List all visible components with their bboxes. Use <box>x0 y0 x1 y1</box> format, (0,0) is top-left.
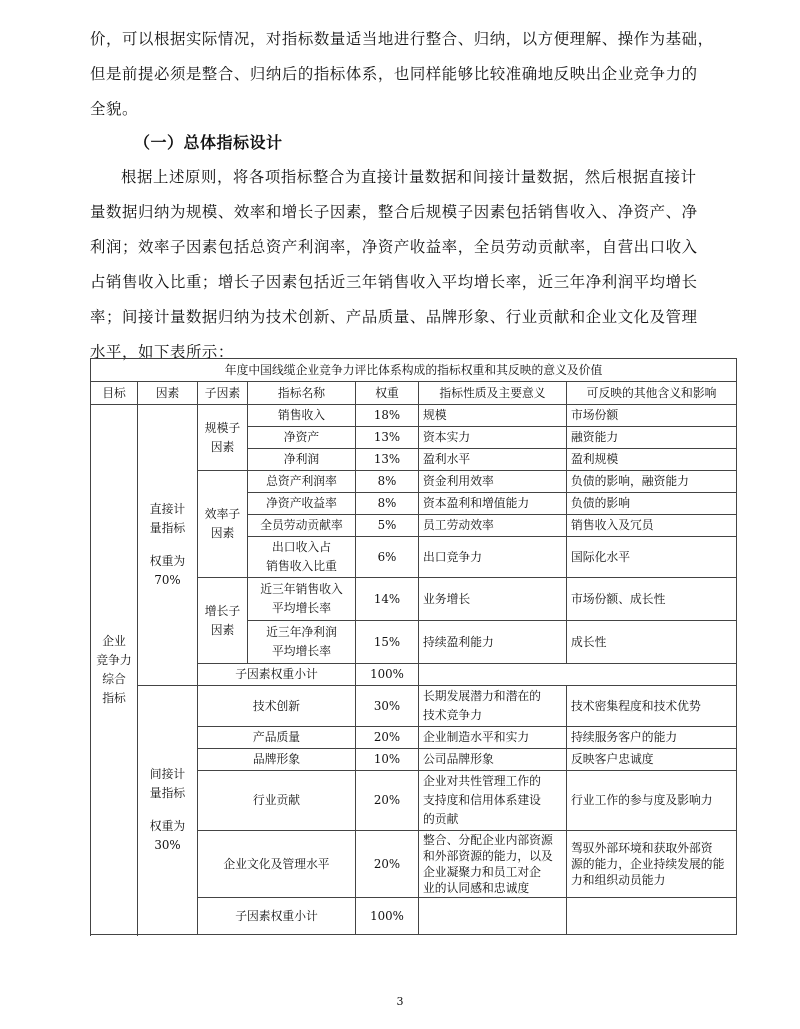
factor-line: 量指标 <box>149 521 186 535</box>
header-cell: 指标性质及主要意义 <box>419 382 567 405</box>
indicator-meaning <box>419 686 567 727</box>
indicator-weight: 20% <box>356 771 419 831</box>
meaning-line: 业的认同感和忠诚度 <box>423 881 530 895</box>
meaning-line: 长期发展潜力和潜在的 <box>423 689 541 703</box>
indicator-name: 净资产收益率 <box>248 493 356 515</box>
text-line: 占销售收入比重；增长子因素包括近三年销售收入平均增长率，近三年净利润平均增长 <box>90 273 698 291</box>
indicator-meaning: 资本实力 <box>419 427 567 449</box>
target-cell <box>91 405 138 935</box>
factor-line: 间接计 <box>149 767 186 781</box>
indicator-name: 技术创新 <box>198 686 356 727</box>
table-row <box>91 405 737 427</box>
factor-line: 30% <box>154 838 181 852</box>
indicator-name <box>248 578 356 621</box>
indicator-meaning: 业务增长 <box>419 578 567 621</box>
target-line: 综合 <box>102 671 126 686</box>
factor-line: 70% <box>154 573 181 587</box>
indicator-name: 总资产利润率 <box>248 471 356 493</box>
indicator-meaning: 企业制造水平和实力 <box>419 727 567 749</box>
target-line: 指标 <box>102 690 126 705</box>
meaning-line: 支持度和信用体系建设 <box>423 793 541 807</box>
subfactor-efficiency-cell <box>198 471 248 578</box>
indicator-other <box>567 831 737 898</box>
header-cell: 指标名称 <box>248 382 356 405</box>
table-caption: 年度中国线缆企业竞争力评比体系构成的指标权重和其反映的意义及价值 <box>91 359 737 382</box>
indicator-other: 盈利规模 <box>567 449 737 471</box>
indicator-name: 全员劳动贡献率 <box>248 515 356 537</box>
name-line: 平均增长率 <box>272 644 331 658</box>
indicator-meaning: 规模 <box>419 405 567 427</box>
text-line: 水平，如下表所示： <box>90 343 234 361</box>
subfactor-growth-cell <box>198 578 248 664</box>
header-cell: 因素 <box>138 382 198 405</box>
indicator-weight: 10% <box>356 749 419 771</box>
indicator-name <box>248 621 356 664</box>
indicator-meaning: 持续盈利能力 <box>419 621 567 664</box>
indicator-weight: 5% <box>356 515 419 537</box>
subtotal-label: 子因素权重小计 <box>198 664 356 686</box>
indicator-weight: 15% <box>356 621 419 664</box>
direct-factor-cell <box>138 405 198 686</box>
indicator-weight: 20% <box>356 831 419 898</box>
meaning-line: 整合、分配企业内部资源 <box>423 833 553 847</box>
factor-line: 权重为 <box>149 554 186 568</box>
subtotal-value: 100% <box>356 898 419 935</box>
indicator-weight: 13% <box>356 449 419 471</box>
indicator-name: 行业贡献 <box>198 771 356 831</box>
subfactor-line: 增长子 <box>204 603 241 618</box>
empty-cell <box>419 898 567 935</box>
indicator-meaning <box>419 831 567 898</box>
factor-line: 量指标 <box>149 786 186 800</box>
subfactor-line: 效率子 <box>204 507 241 521</box>
subfactor-line: 因素 <box>210 622 235 637</box>
text-line: 根据上述原则，将各项指标整合为直接计量数据和间接计量数据，然后根据直接计 <box>121 168 697 186</box>
other-line: 源的能力，企业持续发展的能 <box>571 857 725 871</box>
text-line: 价，可以根据实际情况，对指标数量适当地进行整合、归纳，以方便理解、操作为基础， <box>90 30 714 48</box>
indicator-meaning: 盈利水平 <box>419 449 567 471</box>
text-line: 全貌。 <box>90 100 138 118</box>
target-line: 企业 <box>102 633 126 648</box>
indicator-other: 国际化水平 <box>567 537 737 578</box>
indicator-other: 负债的影响，融资能力 <box>567 471 737 493</box>
subtotal-label: 子因素权重小计 <box>198 898 356 935</box>
empty-cell <box>419 664 737 686</box>
factor-line: 权重为 <box>149 819 186 833</box>
intro-paragraph <box>90 22 714 127</box>
target-line: 竞争力 <box>96 652 132 667</box>
indicator-meaning: 员工劳动效率 <box>419 515 567 537</box>
indicator-name: 产品质量 <box>198 727 356 749</box>
text-line: 率；间接计量数据归纳为技术创新、产品质量、品牌形象、行业贡献和企业文化及管理 <box>90 308 698 326</box>
subfactor-scale-cell <box>198 405 248 471</box>
table-row <box>91 686 737 727</box>
other-line: 力和组织动员能力 <box>571 873 666 887</box>
header-cell: 可反映的其他含义和影响 <box>567 382 737 405</box>
indicator-meaning: 公司品牌形象 <box>419 749 567 771</box>
indicator-weight: 20% <box>356 727 419 749</box>
header-cell: 目标 <box>91 382 138 405</box>
indicator-other: 负债的影响 <box>567 493 737 515</box>
indicator-name <box>248 537 356 578</box>
indicator-other: 行业工作的参与度及影响力 <box>567 771 737 831</box>
indicator-name: 净资产 <box>248 427 356 449</box>
text-line: 量数据归纳为规模、效率和增长子因素，整合后规模子因素包括销售收入、净资产、净 <box>90 203 698 221</box>
indicator-meaning: 出口竞争力 <box>419 537 567 578</box>
subfactor-line: 因素 <box>210 526 235 540</box>
indicator-weight: 18% <box>356 405 419 427</box>
subfactor-line: 因素 <box>210 439 235 454</box>
meaning-line: 和外部资源的能力，以及 <box>423 849 553 863</box>
indicator-name: 净利润 <box>248 449 356 471</box>
indicator-other: 市场份额 <box>567 405 737 427</box>
other-line: 驾驭外部环境和获取外部资 <box>571 841 713 855</box>
subtotal-value: 100% <box>356 664 419 686</box>
indirect-factor-cell <box>138 686 198 935</box>
indicator-weight: 13% <box>356 427 419 449</box>
indicator-meaning: 资金利用效率 <box>419 471 567 493</box>
name-line: 出口收入占 <box>272 540 331 554</box>
page-number: 3 <box>396 995 404 1008</box>
indicator-weight: 30% <box>356 686 419 727</box>
indicator-other: 融资能力 <box>567 427 737 449</box>
section-heading: （一）总体指标设计 <box>134 133 283 152</box>
meaning-line: 企业凝聚力和员工对企 <box>423 865 541 879</box>
indicator-other: 持续服务客户的能力 <box>567 727 737 749</box>
indicator-weight: 8% <box>356 493 419 515</box>
indicator-other: 技术密集程度和技术优势 <box>567 686 737 727</box>
header-cell: 权重 <box>356 382 419 405</box>
indicator-other: 反映客户忠诚度 <box>567 749 737 771</box>
indicator-name: 销售收入 <box>248 405 356 427</box>
table-header-row <box>91 382 737 405</box>
meaning-line: 技术竞争力 <box>423 708 482 722</box>
body-paragraph <box>90 160 710 370</box>
indicator-table <box>90 358 737 935</box>
indicator-other: 成长性 <box>567 621 737 664</box>
indicator-weight: 6% <box>356 537 419 578</box>
indicator-weight: 8% <box>356 471 419 493</box>
text-line: 但是前提必须是整合、归纳后的指标体系，也同样能够比较准确地反映出企业竞争力的 <box>90 65 698 83</box>
meaning-line: 的贡献 <box>423 812 459 826</box>
indicator-weight: 14% <box>356 578 419 621</box>
name-line: 销售收入比重 <box>266 559 337 573</box>
factor-line: 直接计 <box>149 502 186 516</box>
empty-cell <box>567 898 737 935</box>
text-line: 利润；效率子因素包括总资产利润率，净资产收益率，全员劳动贡献率，自营出口收入 <box>90 238 698 256</box>
indicator-name: 企业文化及管理水平 <box>198 831 356 898</box>
header-cell: 子因素 <box>198 382 248 405</box>
indicator-name: 品牌形象 <box>198 749 356 771</box>
meaning-line: 企业对共性管理工作的 <box>423 774 541 788</box>
name-line: 平均增长率 <box>272 601 331 615</box>
indicator-meaning: 资本盈利和增值能力 <box>419 493 567 515</box>
name-line: 近三年净利润 <box>266 625 337 639</box>
indicator-other: 市场份额、成长性 <box>567 578 737 621</box>
indicator-other: 销售收入及冗员 <box>567 515 737 537</box>
indicator-meaning <box>419 771 567 831</box>
subfactor-line: 规模子 <box>204 420 241 435</box>
name-line: 近三年销售收入 <box>260 582 343 596</box>
